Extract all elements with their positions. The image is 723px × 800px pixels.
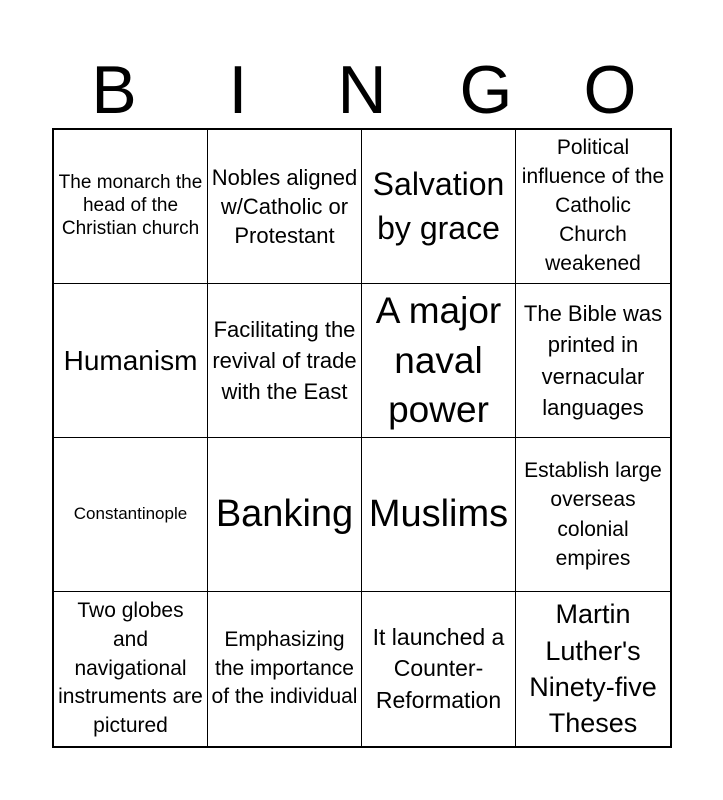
bingo-cell-r4c1[interactable]: Two globes and navigational instruments are pictured [54,592,208,746]
bingo-cell-r4c2[interactable]: Emphasizing the importance of the individual [208,592,362,746]
header-letter-n: N [337,52,387,128]
header-letter-i: I [228,52,248,128]
bingo-grid [52,128,672,748]
bingo-cell-r3c2[interactable]: Banking [208,438,362,592]
bingo-cell-r4c4[interactable]: Martin Luther's Ninety-five Theses [529,599,657,739]
bingo-cell-r2c2[interactable]: Facilitating the revival of trade with the East [208,284,362,438]
header-letter-b: B [91,52,137,128]
header-letter-g: G [459,52,513,128]
bingo-header [52,52,672,128]
bingo-cell-r2c4[interactable]: The Bible was printed in vernacular languages [516,284,670,438]
bingo-cell-r2c3[interactable]: A major naval power [362,284,516,438]
bingo-cell-r1c2[interactable]: Nobles aligned w/Catholic or Protestant [208,130,362,284]
bingo-cell-r1c1[interactable]: The monarch the head of the Christian church [54,130,208,284]
bingo-cell-r1c3[interactable]: Salvation by grace [362,130,516,284]
bingo-cell-r4c3[interactable]: It launched a Counter-Reformation [362,592,516,746]
bingo-cell-r1c4[interactable]: Political influence of the Catholic Church weakened [516,130,670,284]
bingo-cell-r2c1[interactable]: Humanism [54,284,208,438]
bingo-cell-r3c1[interactable]: Constantinople [54,438,208,592]
header-letter-o: O [583,52,637,128]
bingo-cell-r3c4[interactable]: Establish large overseas colonial empires [516,438,670,592]
bingo-cell-r3c3[interactable]: Muslims [362,438,516,592]
